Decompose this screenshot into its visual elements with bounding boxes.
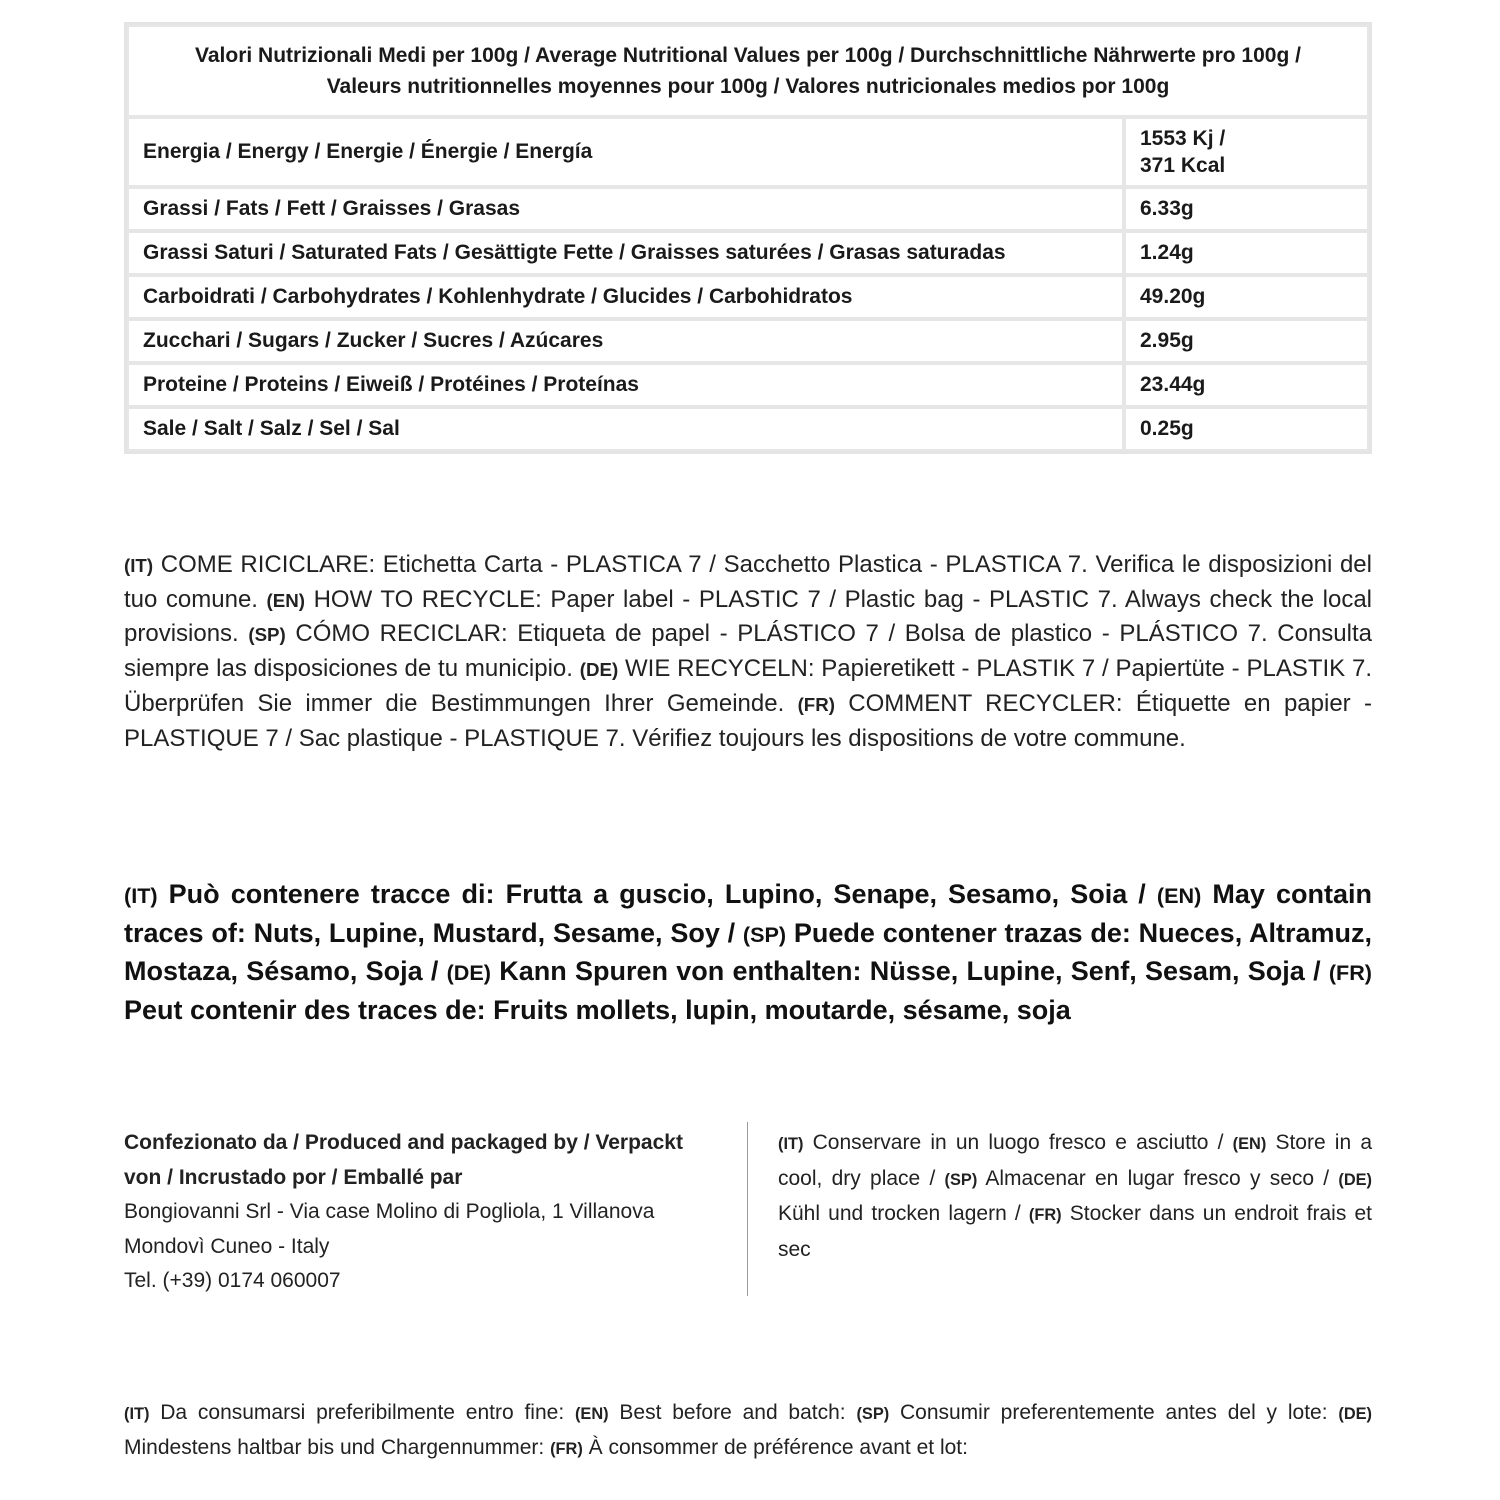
recycle-text-sp: CÓMO RECICLAR: Etiqueta de papel - PLÁSTICO 7 / Bolsa de plastico - PLÁSTICO 7. Consulta siempre las disposiciones de tu municipio.: [124, 620, 1372, 683]
nutrition-row-fats: [127, 187, 1369, 231]
nutrition-value: 6.33g: [1124, 187, 1369, 231]
recycle-text-it: COME RICICLARE: Etichetta Carta - PLASTICA 7 / Sacchetto Plastica - PLASTICA 7. Verifica le disposizioni del tuo comune.: [124, 551, 1372, 613]
language-tag-it: (IT): [778, 1135, 804, 1153]
nutrition-table-header: Valori Nutrizionali Medi per 100g / Average Nutritional Values per 100g / Durchschnittliche Nährwerte pro 100g / Valeurs nutritionnelles moyennes pour 100g / Valores nutricionales medios por 100g: [127, 25, 1369, 117]
language-tag-fr: (FR): [1028, 1206, 1062, 1224]
recycle-text-de: WIE RECYCELN: Papieretikett - PLASTIK 7 / Papiertüte - PLASTIK 7. Überprüfen Sie immer die Bestimmungen Ihrer Gemeinde.: [124, 655, 1372, 717]
storage-instructions: [778, 1126, 1372, 1267]
language-tag-it: (IT): [124, 883, 158, 908]
language-tag-de: (DE): [579, 659, 619, 681]
language-tag-en: (EN): [574, 1405, 609, 1423]
producer-address-line2: Mondovì Cuneo - Italy: [124, 1234, 330, 1258]
language-tag-sp: (SP): [944, 1170, 978, 1189]
allergen-text-de: Kann Spuren von enthalten: Nüsse, Lupine, Senf, Sesam, Soja /: [490, 956, 1329, 986]
allergen-text-sp: Puede contener trazas de: Nueces, Altramuz, Mostaza, Sésamo, Soja /: [124, 917, 1372, 986]
nutrition-value: [1124, 117, 1369, 187]
energy-kcal-value: 371 Kcal: [1140, 154, 1226, 177]
language-tag-it: (IT): [124, 1405, 150, 1423]
allergen-warning: [124, 876, 1372, 1029]
language-tag-sp: (SP): [856, 1405, 890, 1423]
best-before-text-it: Da consumarsi preferibilmente entro fine:: [149, 1401, 575, 1424]
nutrition-value: 49.20g: [1124, 275, 1369, 319]
recycle-text-fr: COMMENT RECYCLER: Étiquette en papier - PLASTIQUE 7 / Sac plastique - PLASTIQUE 7. Vérifiez toujours les dispositions de votre commune.: [124, 689, 1372, 752]
nutrition-label: Zucchari / Sugars / Zucker / Sucres / Azúcares: [127, 319, 1124, 363]
language-tag-fr: (FR): [550, 1440, 583, 1458]
allergen-text-it: Può contenere tracce di: Frutta a guscio, Lupino, Senape, Sesamo, Soia /: [157, 879, 1157, 909]
energy-kj-value: 1553 Kj /: [1140, 127, 1226, 150]
best-before-text-de: Mindestens haltbar bis und Chargennummer:: [124, 1436, 551, 1459]
nutrition-row-sugars: [127, 319, 1369, 363]
nutrition-label: Energia / Energy / Energie / Énergie / Energía: [127, 117, 1124, 187]
language-tag-sp: (SP): [248, 624, 286, 646]
vertical-divider: [747, 1122, 748, 1296]
recycling-instructions: [124, 548, 1372, 755]
producer-phone: Tel. (+39) 0174 060007: [124, 1269, 341, 1292]
language-tag-en: (EN): [266, 589, 305, 611]
storage-text-de: Kühl und trocken lagern /: [778, 1202, 1029, 1225]
best-before-text-sp: Consumir preferentemente antes del y lote:: [889, 1401, 1339, 1424]
producer-title: Confezionato da / Produced and packaged by / Verpackt von / Incrustado por / Emballé par: [124, 1131, 683, 1189]
recycle-text-en: HOW TO RECYCLE: Paper label - PLASTIC 7 / Plastic bag - PLASTIC 7. Always check the local provisions.: [124, 585, 1373, 648]
storage-text-fr: Stocker dans un endroit frais et sec: [778, 1202, 1372, 1261]
producer-address-line1: Bongiovanni Srl - Via case Molino di Pogliola, 1 Villanova: [124, 1200, 655, 1223]
nutrition-row-carbohydrates: [127, 275, 1369, 319]
nutrition-label: Sale / Salt / Salz / Sel / Sal: [127, 407, 1124, 451]
nutrition-row-saturated-fats: [127, 231, 1369, 275]
language-tag-en: (EN): [1232, 1135, 1267, 1153]
language-tag-sp: (SP): [742, 921, 787, 947]
nutrition-row-proteins: [127, 363, 1369, 407]
nutrition-value: 1.24g: [1124, 231, 1369, 275]
nutrition-row-energy: [127, 117, 1369, 187]
language-tag-de: (DE): [1338, 1170, 1372, 1189]
best-before-text-en: Best before and batch:: [608, 1401, 857, 1424]
allergen-text-fr: Peut contenir des traces de: Fruits mollets, lupin, moutarde, sésame, soja: [124, 994, 1071, 1025]
language-tag-fr: (FR): [797, 693, 835, 715]
nutrition-value: 0.25g: [1124, 407, 1369, 451]
best-before-text-fr: À consommer de préférence avant et lot:: [582, 1436, 968, 1459]
language-tag-fr: (FR): [1328, 960, 1372, 985]
nutrition-label: Grassi Saturi / Saturated Fats / Gesättigte Fette / Graisses saturées / Grasas saturadas: [127, 231, 1124, 275]
best-before-notice: [124, 1396, 1372, 1466]
nutrition-row-salt: [127, 407, 1369, 451]
language-tag-en: (EN): [1156, 883, 1202, 908]
nutrition-table: [124, 22, 1372, 454]
allergen-text-en: May contain traces of: Nuts, Lupine, Mustard, Sesame, Soy /: [124, 879, 1372, 948]
nutrition-label: Grassi / Fats / Fett / Graisses / Grasas: [127, 187, 1124, 231]
storage-text-en: Store in a cool, dry place /: [778, 1131, 1372, 1190]
nutrition-label: Carboidrati / Carbohydrates / Kohlenhydrate / Glucides / Carbohidratos: [127, 275, 1124, 319]
nutrition-value: 23.44g: [1124, 363, 1369, 407]
storage-text-sp: Almacenar en lugar fresco y seco /: [977, 1166, 1339, 1190]
language-tag-de: (DE): [446, 960, 491, 985]
producer-info: [124, 1126, 724, 1299]
storage-text-it: Conservare in un luogo fresco e asciutto /: [803, 1131, 1233, 1154]
language-tag-it: (IT): [124, 555, 154, 576]
language-tag-de: (DE): [1338, 1405, 1372, 1423]
nutrition-label: Proteine / Proteins / Eiweiß / Protéines / Proteínas: [127, 363, 1124, 407]
nutrition-value: 2.95g: [1124, 319, 1369, 363]
